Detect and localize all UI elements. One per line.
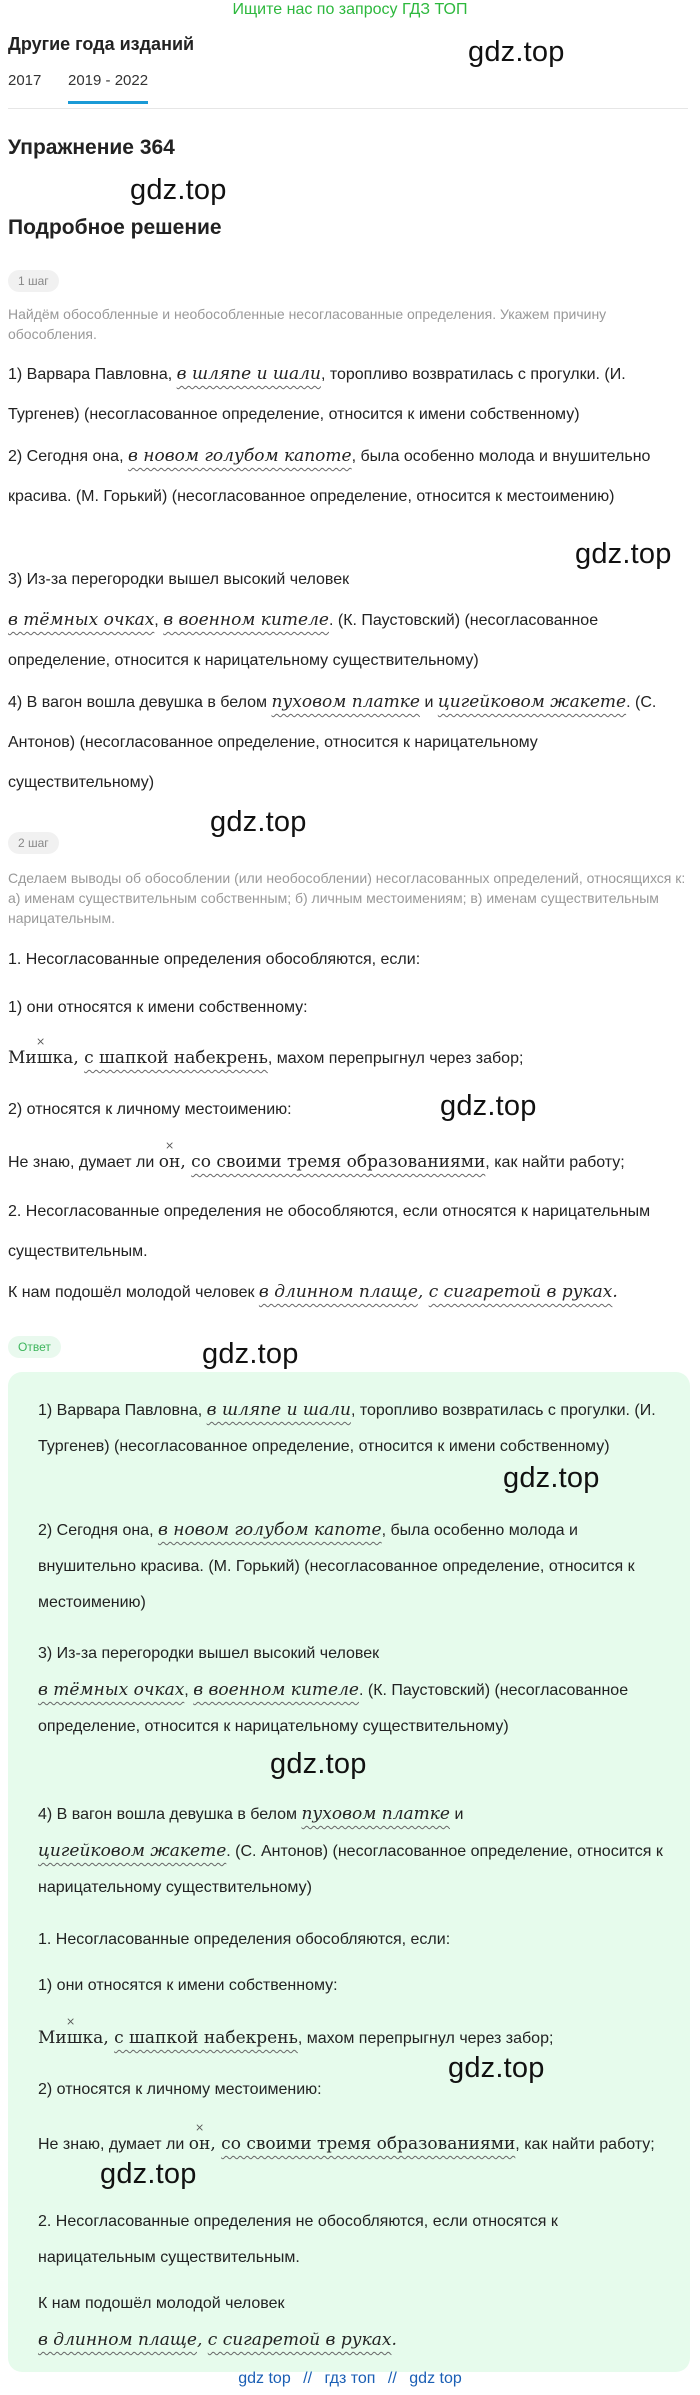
rule-1: 1. Несогласованные определения обособляются, если: xyxy=(8,951,421,968)
subject-mark: × он xyxy=(189,2126,211,2162)
solution-title: Подробное решение xyxy=(8,216,222,239)
answer-box xyxy=(8,1372,690,2372)
answer-rule-1a: 1) они относятся к имени собственному: xyxy=(38,1977,338,1994)
sentence-1: 1) Варвара Павловна, в шляпе и шали, торопливо возвратилась с прогулки. (И. Тургенев) (несогласованное определение, относится к имени собственному) xyxy=(8,364,626,423)
answer-2: 2) Сегодня она, в новом голубом капоте, была особенно молода и внушительно красива. (М. Горький) (несогласованное определение, относится к местоимению) xyxy=(38,1520,635,1611)
footer-separator: // xyxy=(387,2370,397,2387)
top-ad-link[interactable]: Ищите нас по запросу ГДЗ ТОП xyxy=(232,1,468,18)
example-2: Не знаю, думает ли × он, со своими тремя образованиями, как найти работу; xyxy=(8,1142,688,1183)
step-intro: Сделаем выводы об обособлении (или необособлении) несогласованных определений, относящихся к: а) именам существительным собственным; б) личным местоимениям; в) именам существительным нарицательным. xyxy=(8,870,686,926)
answer-3: 3) Из-за перегородки вышел высокий человек в тёмных очках, в военном кителе. (К. Паустовский) (несогласованное определение, относится к нарицательному существительному) xyxy=(38,1645,629,1735)
rule-1b: 2) относятся к личному местоимению: xyxy=(8,1101,292,1118)
highlight: пуховом платке xyxy=(301,1804,450,1824)
watermark: gdz.top xyxy=(270,1748,367,1780)
highlight: с сигаретой в руках xyxy=(428,1282,613,1302)
highlight: в тёмных очках xyxy=(38,1680,185,1700)
highlight: с сигаретой в руках xyxy=(207,2330,392,2350)
answer-example-1: × Мишка, с шапкой набекрень, махом перепрыгнул через забор; xyxy=(38,2020,678,2057)
highlight: с шапкой набекрень xyxy=(84,1048,268,1068)
footer-links xyxy=(0,2370,700,2388)
rule-2: 2. Несогласованные определения не обособляются, если относятся к нарицательным существительным. xyxy=(8,1203,651,1260)
watermark: gdz.top xyxy=(210,806,307,838)
footer-link[interactable]: гдз топ xyxy=(324,2370,376,2387)
watermark: gdz.top xyxy=(468,36,565,68)
rule-1a: 1) они относятся к имени собственному: xyxy=(8,999,308,1016)
answer-example-2: Не знаю, думает ли × он, со своими тремя образованиями, как найти работу; xyxy=(38,2126,678,2163)
exercise-title: Упражнение 364 xyxy=(8,136,175,159)
watermark: gdz.top xyxy=(440,1090,537,1122)
answer-badge: Ответ xyxy=(8,1336,61,1358)
editions-tabs xyxy=(8,72,688,109)
example-1: × Мишка, с шапкой набекрень, махом перепрыгнул через забор; xyxy=(8,1038,688,1079)
tab-2019-2022[interactable]: 2019 - 2022 xyxy=(68,72,148,104)
highlight: пуховом платке xyxy=(271,692,420,712)
highlight: цигейковом жакете xyxy=(437,692,627,712)
highlight: в военном кителе xyxy=(163,610,329,630)
highlight: в длинном плаще xyxy=(38,2330,197,2350)
highlight: в тёмных очках xyxy=(8,610,155,630)
footer-separator: // xyxy=(303,2370,313,2387)
highlight: в шляпе и шали xyxy=(176,364,321,384)
answer-4: 4) В вагон вошла девушка в белом пуховом платке и цигейковом жакете. (С. Антонов) (несогласованное определение, относится к нарицательному существительному) xyxy=(38,1804,663,1896)
highlight: со своими тремя образованиями xyxy=(191,1152,486,1172)
watermark: gdz.top xyxy=(503,1462,600,1494)
step-badge: 2 шаг xyxy=(8,832,59,854)
example-3: К нам подошёл молодой человек в длинном плаще, с сигаретой в руках. xyxy=(8,1282,618,1302)
subject-mark: × он xyxy=(159,1142,181,1182)
watermark: gdz.top xyxy=(130,174,227,206)
watermark: gdz.top xyxy=(448,2052,545,2084)
watermark: gdz.top xyxy=(100,2158,197,2190)
editions-title: Другие года изданий xyxy=(8,34,195,54)
highlight: в новом голубом капоте xyxy=(127,446,352,466)
highlight: с шапкой набекрень xyxy=(114,2028,298,2048)
highlight: в военном кителе xyxy=(193,1680,359,1700)
footer-link[interactable]: gdz top xyxy=(409,2370,462,2387)
answer-rule-2: 2. Несогласованные определения не обособляются, если относятся к нарицательным существительным. xyxy=(38,2213,558,2266)
sentence-3: 3) Из-за перегородки вышел высокий человек в тёмных очках, в военном кителе. (К. Паустовский) (несогласованное определение, относится к нарицательному существительному) xyxy=(8,571,599,669)
highlight: в шляпе и шали xyxy=(206,1400,351,1420)
subject-mark: × Мишка xyxy=(8,1038,73,1078)
highlight: цигейковом жакете xyxy=(38,1841,227,1861)
highlight: в новом голубом капоте xyxy=(157,1520,382,1540)
highlight: со своими тремя образованиями xyxy=(221,2134,516,2154)
sentence-4: 4) В вагон вошла девушка в белом пуховом платке и цигейковом жакете. (С. Антонов) (несогласованное определение, относится к нарицательному существительному) xyxy=(8,692,657,791)
answer-rule-1b: 2) относятся к личному местоимению: xyxy=(38,2081,322,2098)
footer-link[interactable]: gdz top xyxy=(238,2370,291,2387)
answer-rule-1: 1. Несогласованные определения обособляются, если: xyxy=(38,1931,451,1948)
answer-1: 1) Варвара Павловна, в шляпе и шали, торопливо возвратилась с прогулки. (И. Тургенев) (несогласованное определение, относится к имени собственному) xyxy=(38,1400,656,1455)
step-intro: Найдём обособленные и необособленные несогласованные определения. Укажем причину обособления. xyxy=(8,306,607,342)
subject-mark: × Мишка xyxy=(38,2020,103,2056)
sentence-2: 2) Сегодня она, в новом голубом капоте, была особенно молода и внушительно красива. (М. Горький) (несогласованное определение, относится к местоимению) xyxy=(8,446,651,505)
step-badge: 1 шаг xyxy=(8,270,59,292)
watermark: gdz.top xyxy=(202,1338,299,1370)
tab-2017[interactable]: 2017 xyxy=(8,72,42,89)
highlight: в длинном плаще xyxy=(258,1282,418,1302)
watermark: gdz.top xyxy=(575,538,672,570)
answer-example-3: К нам подошёл молодой человек в длинном плаще, с сигаретой в руках. xyxy=(38,2295,397,2350)
